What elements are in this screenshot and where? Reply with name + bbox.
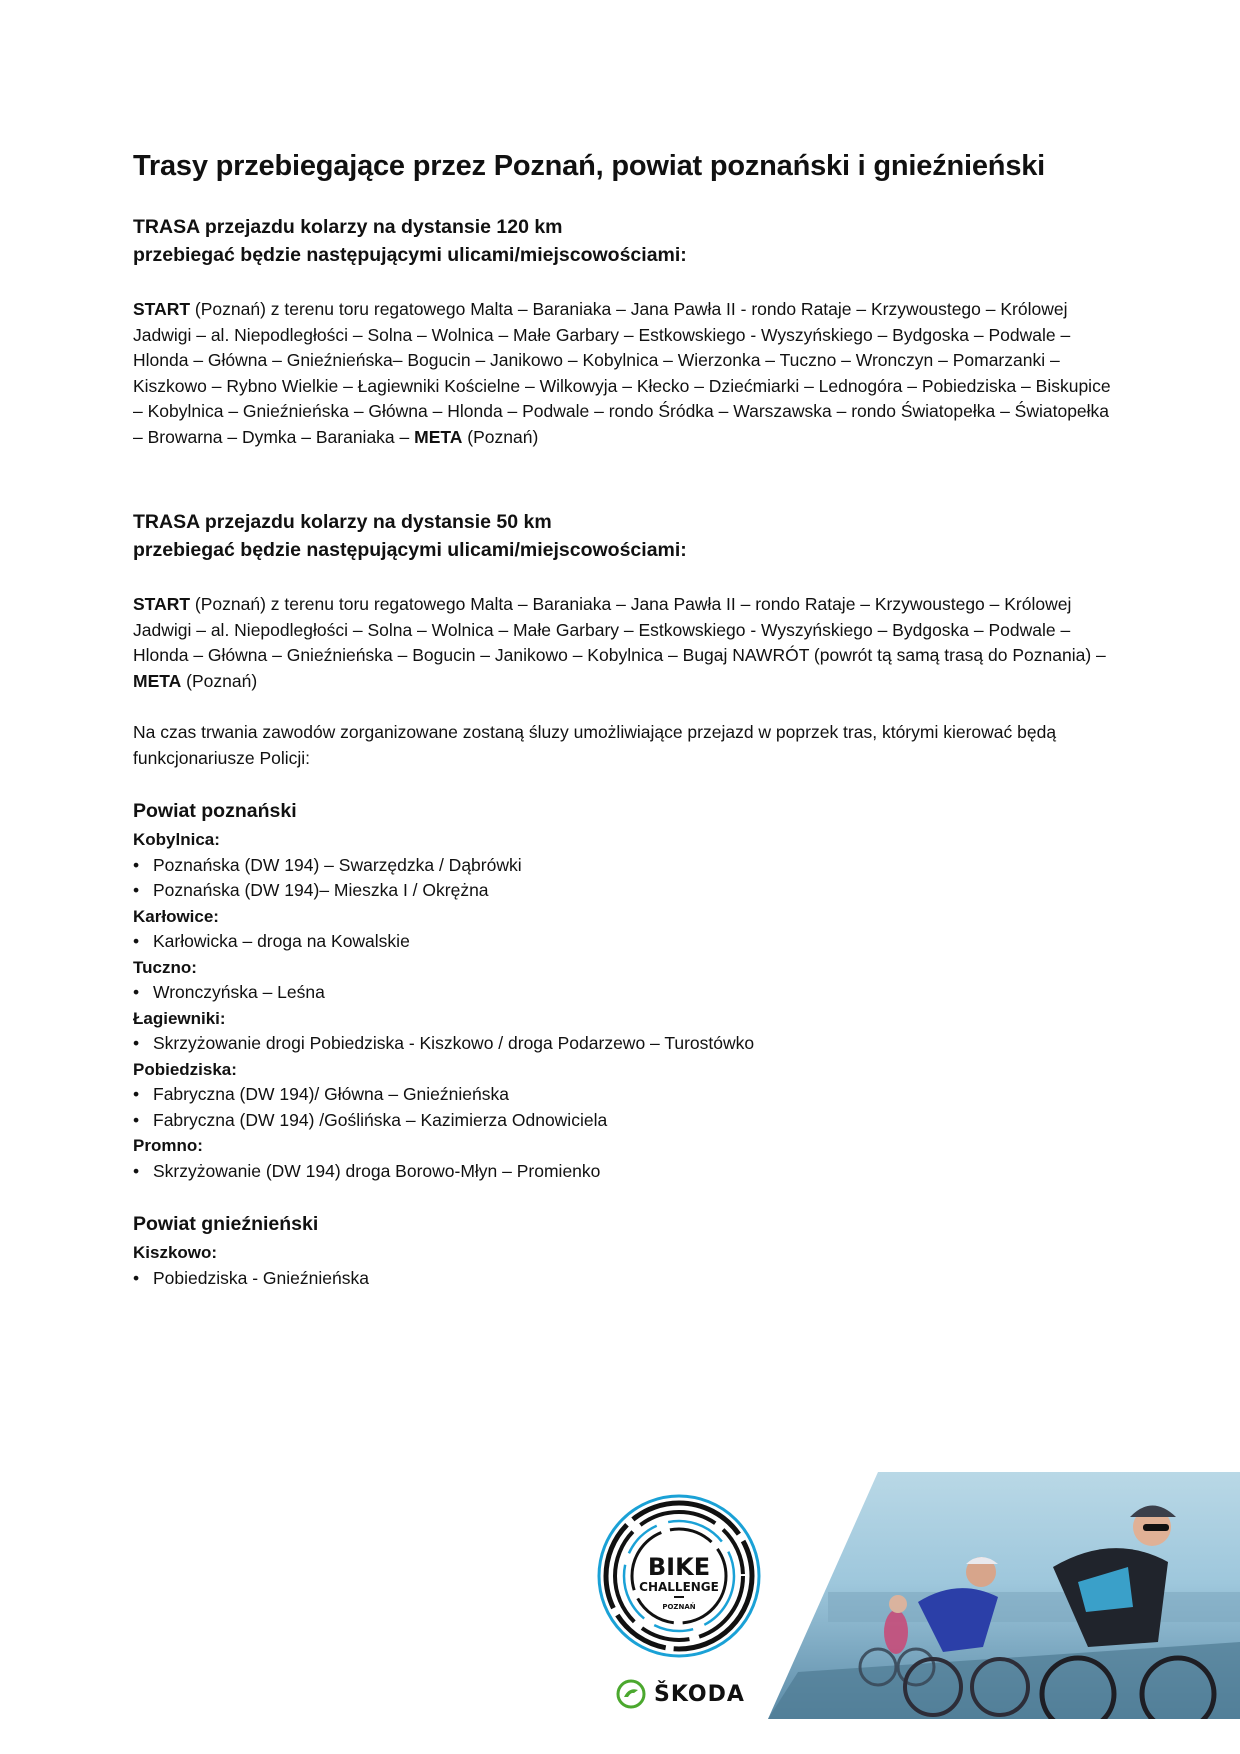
town-name: Łagiewniki: [133,1008,226,1028]
meta-label: META [133,670,182,691]
route-120-heading-line2: przebiegać będzie następującymi ulicami/miejscowościami: [133,244,687,266]
town-name: Pobiedziska: [133,1059,237,1079]
page-title: Trasy przebiegające przez Poznań, powiat poznański i gnieźnieński [133,150,1046,182]
start-label: START [133,299,191,319]
cyclists-photo-banner [768,1472,1240,1719]
crossings-intro: Na czas trwania zawodów zorganizowane zostaną śluzy umożliwiające przejazd w poprzek tras, którymi kierować będą funkcjonariusze Policji: [133,722,1057,768]
crossing-list [133,853,1113,904]
meta-label: META [414,426,463,447]
list-item: • Fabryczna (DW 194) /Goślińska – Kazimierza Odnowiciela [133,1108,1113,1134]
crossing-list [133,929,1113,955]
route-50-tail: (Poznań) [181,670,258,691]
skoda-logo-icon [616,1679,646,1709]
logo-text-poznan: POZNAŃ [662,1603,696,1611]
skoda-sponsor [616,1677,745,1711]
list-item: • Skrzyżowanie (DW 194) droga Borowo-Młyn – Promienko [133,1159,1113,1185]
town-name: Kobylnica: [133,830,220,849]
route-50-streets: (Poznań) z terenu toru regatowego Malta – Baraniaka – Jana Pawła II – rondo Rataje – Krzywoustego – Królowej Jadwigi – al. Niepodległości – Solna – Wolnica – Małe Garbary – Estkowskiego - Wyszyńskiego – Bydgoska – Podwale – Hlonda – Główna – Gnieźnieńska – Bogucin – Janikowo – Kobylnica – Bugaj NAWRÓT (powrót tą samą trasą do Poznania) – [133,594,1106,665]
route-50-description [133,592,1113,694]
powiat-gnieznienski-heading: Powiat gnieźnieński [133,1213,319,1235]
town-name: Karłowice: [133,906,219,926]
route-50-heading [133,508,1113,564]
route-50km [133,508,1113,694]
list-item: • Karłowicka – droga na Kowalskie [133,929,1113,955]
route-120-description [133,297,1113,450]
document-body [133,150,1113,1291]
logo-text-bike: BIKE [647,1553,711,1581]
list-item: • Poznańska (DW 194) – Swarzędzka / Dąbrówki [133,853,1113,879]
powiat-poznanski-heading: Powiat poznański [133,800,297,822]
skoda-wordmark: ŠKODA [654,1681,745,1707]
route-120-heading [133,213,1113,269]
powiat-poznanski-section [133,798,1113,1184]
route-120-streets: (Poznań) z terenu toru regatowego Malta – Baraniaka – Jana Pawła II - rondo Rataje – Krzywoustego – Królowej Jadwigi – al. Niepodległości – Solna – Wolnica – Małe Garbary – Estkowskiego - Wyszyńskiego – Bydgoska – Podwale – Hlonda – Główna – Gnieźnieńska– Bogucin – Janikowo – Kobylnica – Wierzonka – Tuczno – Wronczyn – Pomarzanki – Kiszkowo – Rybno Wielkie – Łagiewniki Kościelne – Wilkowyja – Kłecko – Dziećmiarki – Lednogóra – Pobiedziska – Biskupice – Kobylnica – Gnieźnieńska – Główna – Hlonda – Podwale – rondo Śródka – Warszawska – rondo Światopełka – Światopełka – Browarna – Dymka – Baraniaka – [133,299,1111,447]
powiat-gnieznienski-section [133,1211,1113,1291]
town-name: Tuczno: [133,957,197,977]
list-item: • Fabryczna (DW 194)/ Główna – Gnieźnieńska [133,1082,1113,1108]
start-label: START [133,594,191,614]
list-item: • Pobiedziska - Gnieźnieńska [133,1266,1113,1292]
crossing-list [133,1159,1113,1185]
route-120-tail: (Poznań) [462,426,539,447]
bike-challenge-logo [594,1491,764,1661]
town-name: Promno: [133,1136,203,1155]
list-item: • Skrzyżowanie drogi Pobiedziska - Kiszkowo / droga Podarzewo – Turostówko [133,1031,1113,1057]
crossing-list [133,1082,1113,1133]
route-120km [133,213,1113,450]
town-name: Kiszkowo: [133,1243,218,1262]
crossing-list [133,1031,1113,1057]
crossing-list [133,980,1113,1006]
list-item: • Wronczyńska – Leśna [133,980,1113,1006]
list-item: • Poznańska (DW 194)– Mieszka I / Okrężna [133,878,1113,904]
route-120-heading-line1: TRASA przejazdu kolarzy na dystansie 120 km [133,216,563,238]
crossing-list [133,1266,1113,1292]
logo-text-challenge: CHALLENGE [639,1580,719,1594]
route-50-heading-line2: przebiegać będzie następującymi ulicami/miejscowościami: [133,539,687,561]
route-50-heading-line1: TRASA przejazdu kolarzy na dystansie 50 km [133,511,552,533]
